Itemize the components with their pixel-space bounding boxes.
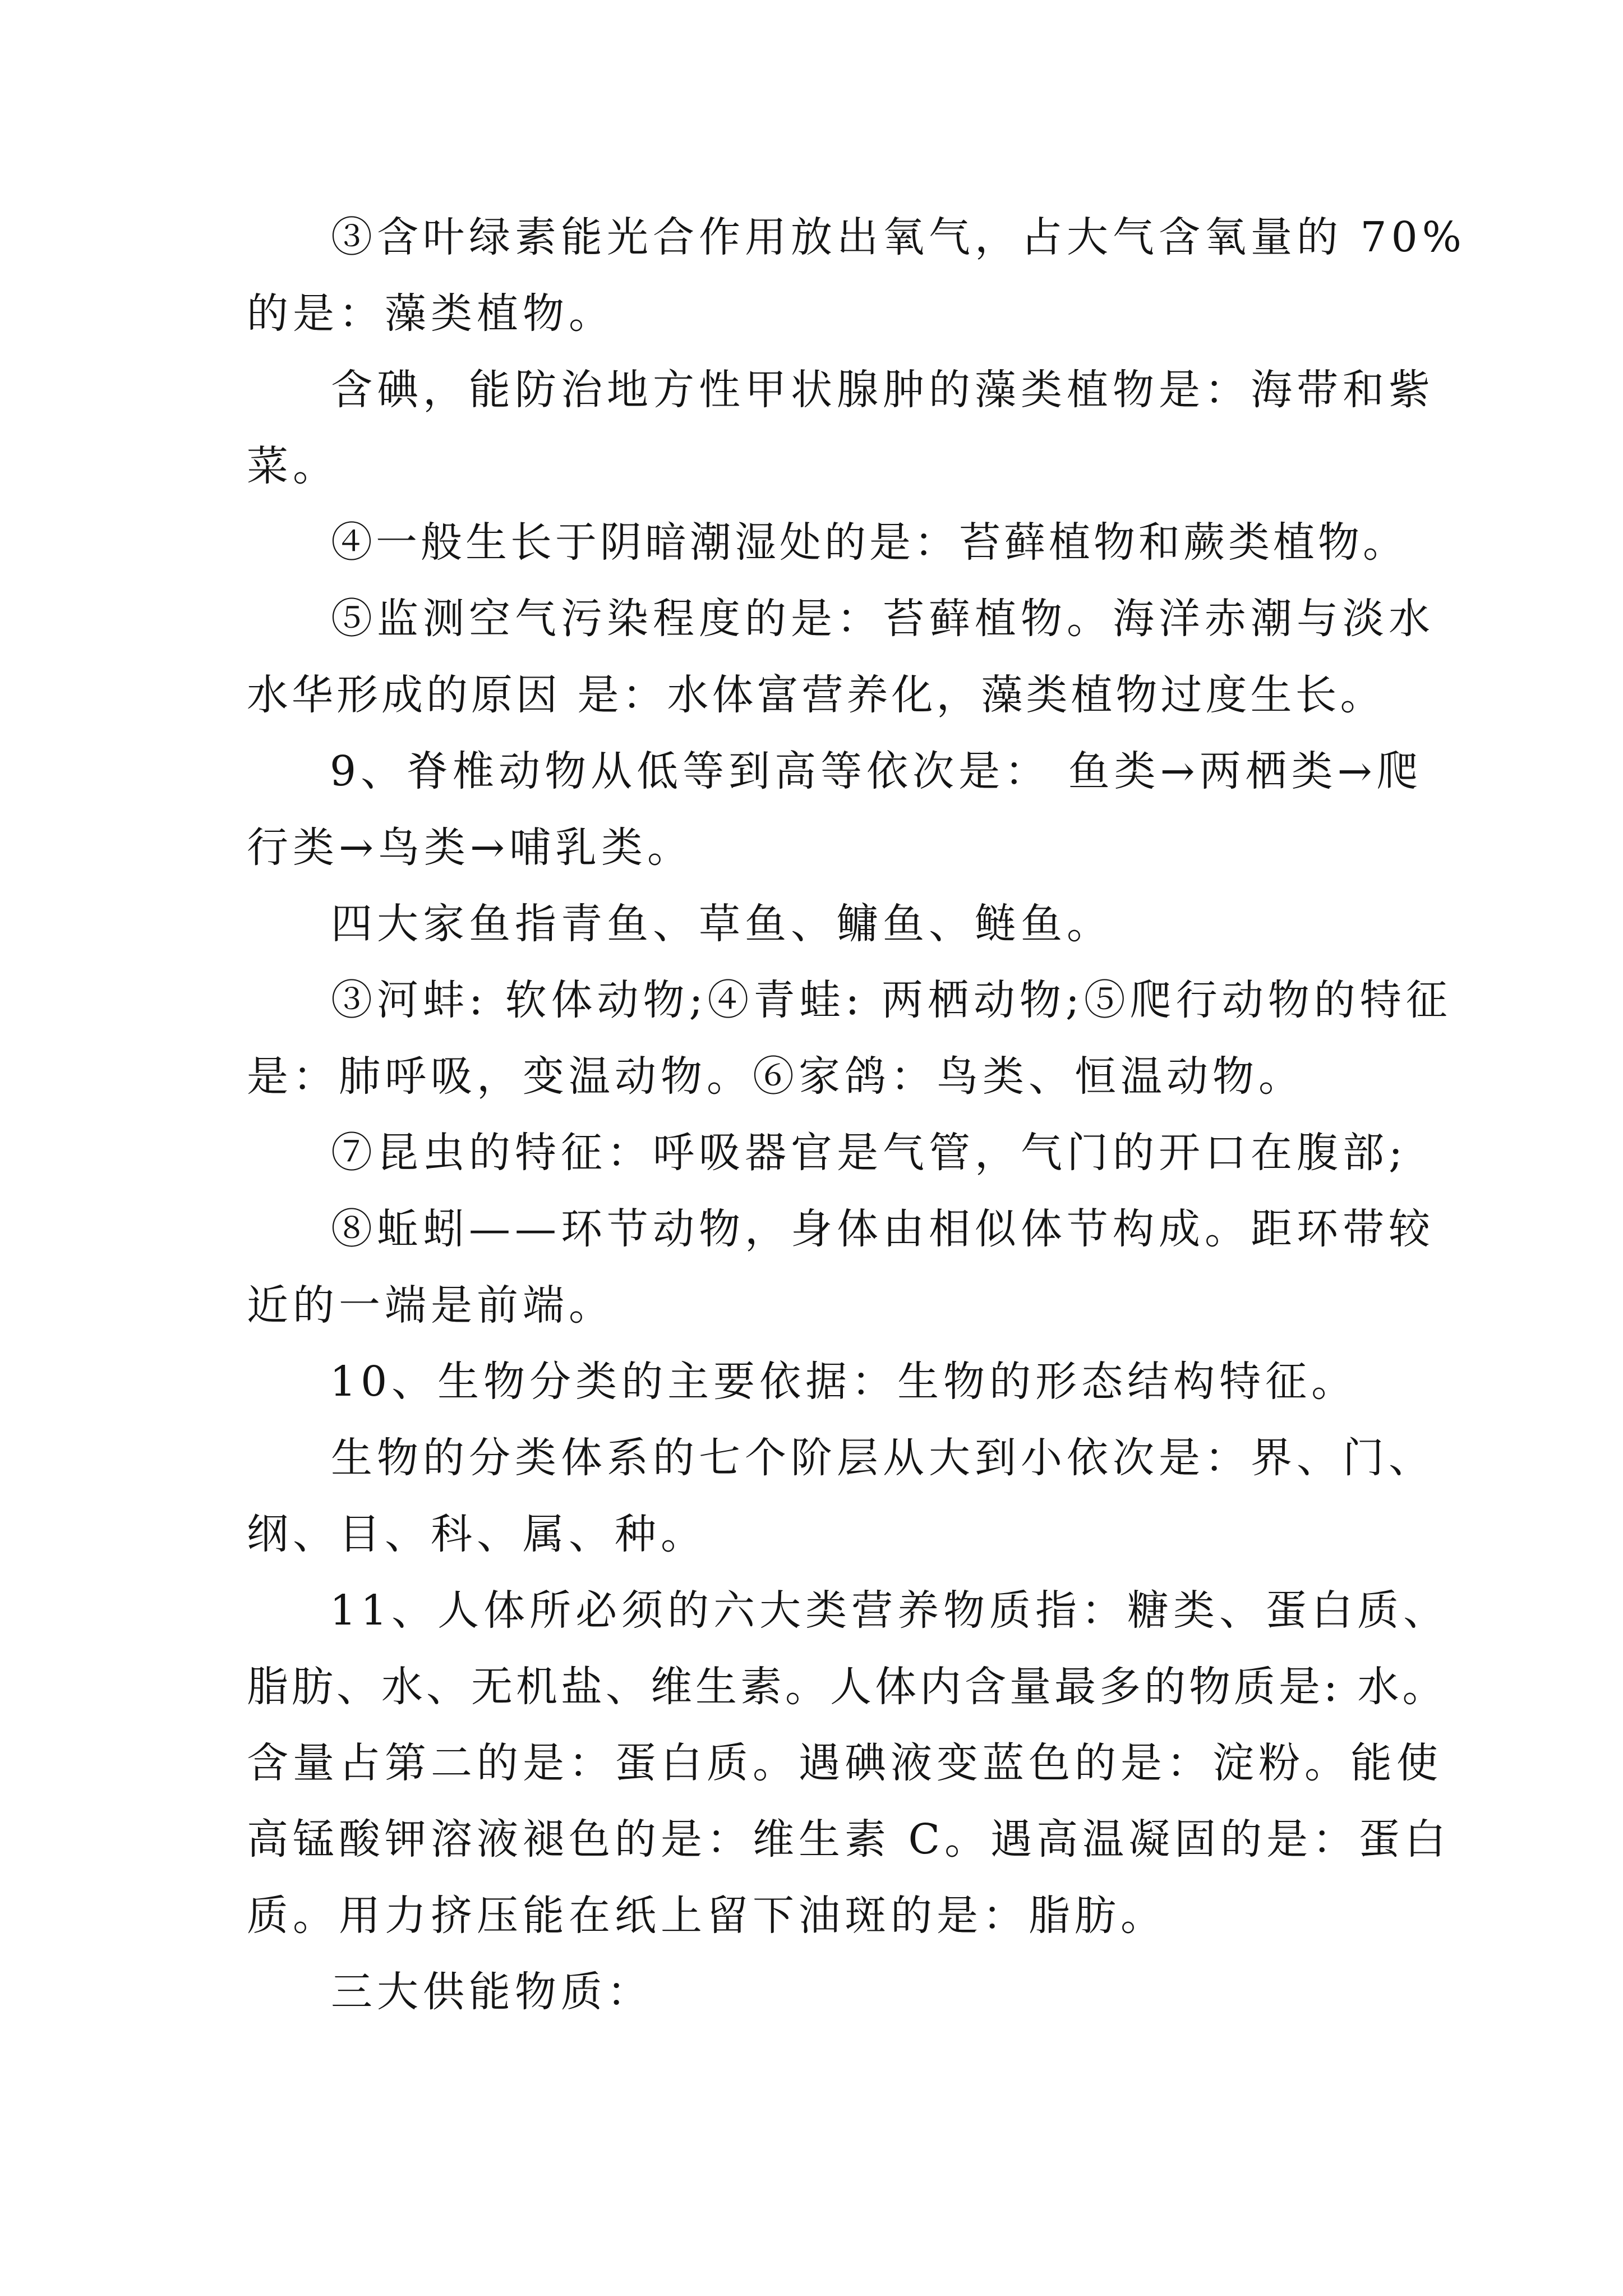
text-line: 纲、目、科、属、种。 — [247, 1510, 707, 1558]
text-line: 10、生物分类的主要依据：生物的形态结构特征。 — [330, 1358, 1358, 1406]
text-line: 四大家鱼指青鱼、草鱼、鳙鱼、鲢鱼。 — [331, 900, 1113, 948]
document-body — [247, 199, 1466, 2030]
text-line: 的是：藻类植物。 — [247, 289, 615, 338]
text-line: ⑧蚯蚓——环节动物，身体由相似体节构成。距环带较 — [331, 1205, 1435, 1253]
text-line: 高锰酸钾溶液褪色的是：维生素 C。遇高温凝固的是：蛋白 — [247, 1815, 1451, 1864]
text-line: 生物的分类体系的七个阶层从大到小依次是：界、门、 — [331, 1434, 1435, 1482]
text-line: 近的一端是前端。 — [247, 1281, 615, 1329]
text-line: 含碘，能防治地方性甲状腺肿的藻类植物是：海带和紫 — [331, 366, 1435, 414]
text-line: 水华形成的原因 是：水体富营养化，藻类植物过度生长。 — [247, 671, 1385, 719]
text-line: ③含叶绿素能光合作用放出氧气，占大气含氧量的 70% — [331, 213, 1466, 261]
text-line: 含量占第二的是：蛋白质。遇碘液变蓝色的是：淀粉。能使 — [247, 1739, 1442, 1787]
text-line: 行类→鸟类→哺乳类。 — [247, 823, 694, 872]
text-line: 11、人体所必须的六大类营养物质指：糖类、蛋白质、 — [330, 1586, 1450, 1635]
text-line: ⑤监测空气污染程度的是：苔藓植物。海洋赤潮与淡水 — [331, 595, 1435, 643]
text-line: 质。用力挤压能在纸上留下油斑的是：脂肪。 — [247, 1892, 1166, 1940]
text-line: 脂肪、水、无机盐、维生素。人体内含量最多的物质是: 水。 — [247, 1663, 1447, 1711]
text-line: ⑦昆虫的特征：呼吸器官是气管，气门的开口在腹部; — [331, 1129, 1407, 1177]
text-line: ④一般生长于阴暗潮湿处的是：苔藓植物和蕨类植物。 — [331, 518, 1408, 567]
text-line: 9、脊椎动物从低等到高等依次是： 鱼类→两栖类→爬 — [330, 747, 1423, 795]
text-line: ③河蚌: 软体动物;④青蛙: 两栖动物;⑤爬行动物的特征 — [331, 976, 1452, 1024]
text-line: 菜。 — [247, 442, 339, 490]
text-line: 三大供能物质： — [331, 1968, 653, 2016]
text-line: 是：肺呼吸，变温动物。⑥家鸽：鸟类、恒温动物。 — [247, 1052, 1304, 1101]
